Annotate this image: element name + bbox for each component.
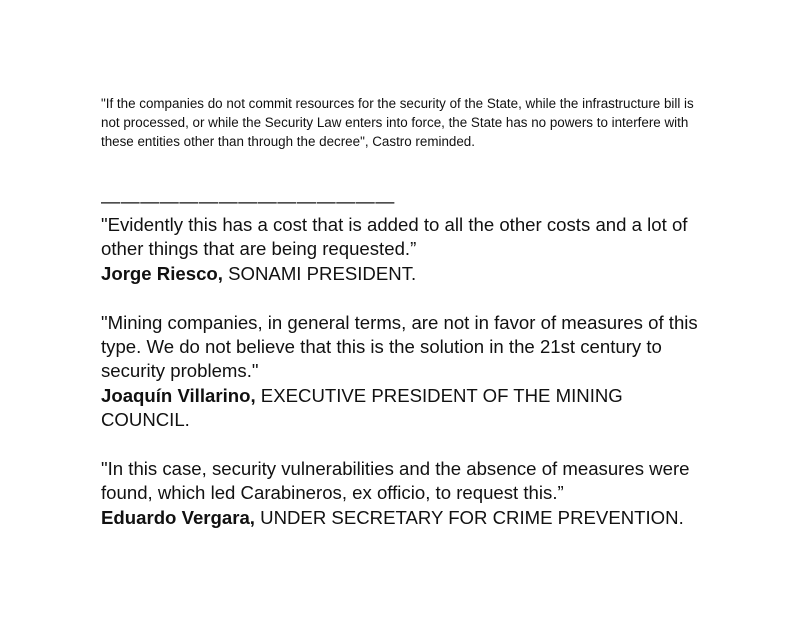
- quote-block: [101, 213, 711, 286]
- speaker-title: UNDER SECRETARY FOR CRIME PREVENTION.: [254, 506, 684, 528]
- quote-block: [101, 311, 711, 433]
- speaker-name: Jorge Riesco,: [101, 262, 223, 284]
- intro-paragraph: "If the companies do not commit resources for the security of the State, while the infrastructure bill is not processed, or while the Security Law enters into force, the State has no powers to interfere with these entities other than through the decree", Castro reminded.: [101, 96, 694, 149]
- speaker-title: SONAMI PRESIDENT.: [222, 262, 417, 284]
- speaker-title: EXECUTIVE PRESIDENT OF THE MINING COUNCIL.: [101, 384, 623, 431]
- quote-block: [101, 457, 711, 530]
- quote-text: "Evidently this has a cost that is added to all the other costs and a lot of other things that are being requested.”: [101, 214, 688, 260]
- quotes-section: [101, 213, 711, 555]
- quote-text: "In this case, security vulnerabilities and the absence of measures were found, which led Carabineros, ex officio, to request this.”: [101, 458, 690, 504]
- quote-attribution: [101, 384, 711, 433]
- quote-text: "Mining companies, in general terms, are not in favor of measures of this type. We do not believe that this is the solution in the 21st century to security problems.": [101, 311, 698, 382]
- quote-attribution: [101, 506, 711, 530]
- quote-attribution: [101, 262, 711, 286]
- speaker-name: Eduardo Vergara,: [101, 506, 255, 528]
- section-divider: ———————————————: [101, 192, 395, 213]
- speaker-name: Joaquín Villarino,: [101, 384, 256, 406]
